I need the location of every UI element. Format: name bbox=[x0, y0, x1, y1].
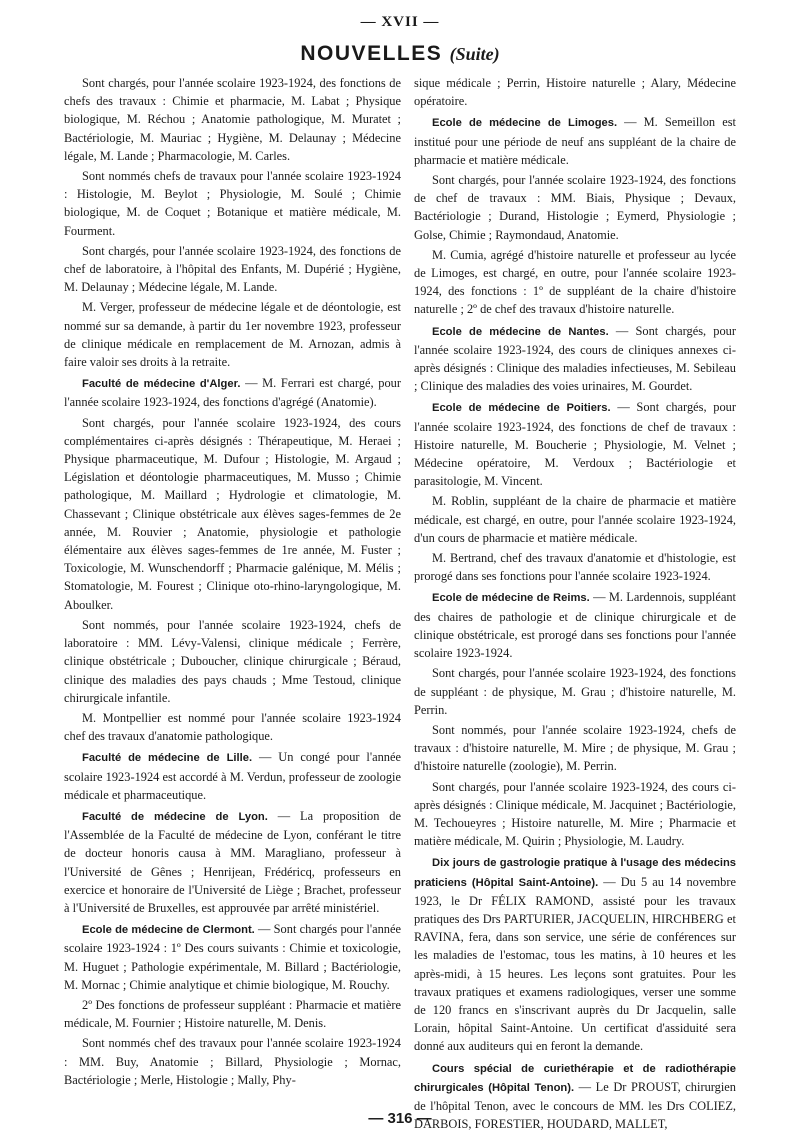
item-heading: Dix jours de gastrologie pratique à l'usage des médecins praticiens (Hôpital Saint-Antoine). bbox=[414, 857, 736, 889]
item-text: Sont nommés chef des travaux pour l'année scolaire 1923-1924 : MM. Buy, Anatomie ; Billard, Physiologie ; Mornac, Bactériologie ; Merle, Histologie ; Mally, Phy- bbox=[64, 1036, 401, 1087]
paragraph bbox=[414, 246, 736, 319]
roman-page-number: — XVII — bbox=[360, 14, 440, 30]
item-text: — M. Semeillon est institué pour une période de neuf ans suppléant de la chaire de pharmacie et matière médicale. bbox=[414, 115, 736, 167]
page-number: — 316 — bbox=[368, 1110, 432, 1127]
section-title bbox=[0, 42, 800, 66]
paragraph bbox=[64, 616, 401, 707]
item-text: M. Verger, professeur de médecine légale et de déontologie, est nommé sur sa demande, à partir du 1er novembre 1923, professeur de clinique médicale en remplacement de M. Arnozan, admis à faire valoir ses droits à la retraite. bbox=[64, 300, 401, 370]
paragraph bbox=[64, 167, 401, 240]
paragraph bbox=[64, 414, 401, 614]
paragraph bbox=[414, 721, 736, 776]
item-text: M. Bertrand, chef des travaux d'anatomie et d'histologie, est prorogé dans ses fonctions pour l'année scolaire 1923-1924. bbox=[414, 551, 736, 584]
item-text: Sont chargés, pour l'année scolaire 1923-1924, des fonctions de chefs des travaux : Chimie et pharmacie, M. Labat ; Physique biologique, M. Réchou ; Anatomie pathologique, M. Muratet ; Bactériologie, M. Mauriac ; Hygiène, M. Delaunay ; Médecine légale, M. Lande ; Pharmacologie, M. Carles. bbox=[64, 76, 401, 163]
news-item bbox=[414, 853, 736, 1055]
paragraph bbox=[414, 74, 736, 110]
item-text: — Sont chargés, pour l'année scolaire 1923-1924, des cours de cliniques annexes ci-après désignés : Clinique des maladies infectieuses, M. Sebileau ; Clinique des maladies des voies urinaires, M. Gourdet. bbox=[414, 323, 736, 394]
paragraph bbox=[64, 74, 401, 165]
item-text: sique médicale ; Perrin, Histoire naturelle ; Alary, Médecine opératoire. bbox=[414, 76, 736, 109]
item-text: M. Cumia, agrégé d'histoire naturelle et professeur au lycée de Limoges, est chargé, en outre, pour l'année scolaire 1923-1924, des fonctions : 1º de suppléant de la chaire d'histoire naturelle ; 2º de chef des travaux d'histoire naturelle. bbox=[414, 247, 736, 317]
item-text: Sont nommés, pour l'année scolaire 1923-1924, chefs de laboratoire : MM. Lévy-Valensi, clinique médicale ; Ferrère, clinique obstétricale ; Duboucher, clinique chirurgicale ; Béraud, clinique des maladies des pays chauds ; Mme Testoud, clinique chirurgicale infantile. bbox=[64, 617, 401, 705]
item-text: Sont chargés, pour l'année scolaire 1923-1924, des fonctions de suppléant : de physique, M. Grau ; d'histoire naturelle, M. Perrin. bbox=[414, 666, 736, 717]
news-item bbox=[414, 113, 736, 169]
item-text: Sont chargés, pour l'année scolaire 1923-1924, des cours complémentaires ci-après désignés : Thérapeutique, M. Heraei ; Physique pharmaceutique, M. Dufour ; Histologie, M. Argaud ; Législation et déontologie pharmaceutiques, M. Musso ; Chimie pathologique, M. Maillard ; Hydrologie et climatologie, M. Chassevant ; Clinique obstétricale aux élèves sages-femmes de 2e année, M. Rouvier ; Anatomie, physiologie et pathologie élémentaire aux élèves sages-femmes de 1re année, M. Fuster ; Toxicologie, M. Wunschendorff ; Pharmacie galénique, M. Mélis ; Stomatologie, M. Fourest ; Clinique oto-rhino-laryngologique, M. Aboulker. bbox=[64, 415, 401, 612]
paragraph bbox=[64, 242, 401, 297]
item-text: M. Montpellier est nommé pour l'année scolaire 1923-1924 chef des travaux d'anatomie pathologique. bbox=[64, 710, 401, 744]
paragraph bbox=[414, 549, 736, 585]
item-text: Sont chargés, pour l'année scolaire 1923-1924, des fonctions de chef de travaux : MM. Biais, Physique ; Devaux, Bactériologie ; Durand, Histologie ; Eymerd, Physiologie ; Golse, Chimie ; Raymondaud, Anatomie. bbox=[414, 173, 736, 242]
item-heading: Ecole de médecine de Poitiers. bbox=[432, 402, 611, 415]
paragraph bbox=[64, 1034, 401, 1089]
item-text: — Un congé pour l'année scolaire 1923-1924 est accordé à M. Verdun, professeur de zoologie médicale et pharmaceutique. bbox=[64, 750, 402, 802]
news-item bbox=[64, 807, 401, 917]
item-text: 2º Des fonctions de professeur suppléant : Pharmacie et matière médicale, M. Fournier ; Histoire naturelle, M. Denis. bbox=[64, 997, 401, 1031]
news-item bbox=[64, 920, 401, 994]
item-text: — Le Dr PROUST, chirurgien de l'hôpital Tenon, avec le concours de MM. les Drs COLIEZ, DARBOIS, FORESTIER, HOUDARD, MALLET, bbox=[414, 1079, 737, 1132]
left-column bbox=[64, 74, 401, 1114]
item-text: — Sont chargés, pour l'année scolaire 1923-1924, des fonctions de chef de travaux : Histoire naturelle, M. Boucherie ; Physiologie, M. Velnet ; Médecine opératoire, M. Verdoux ; Bactériologie et parasitologie, M. Vincent. bbox=[414, 400, 736, 489]
item-heading: Ecole de médecine de Limoges. bbox=[432, 117, 618, 130]
item-text: M. Roblin, suppléant de la chaire de pharmacie et matière médicale, est chargé, en outre, pour l'année scolaire 1923-1924, d'un cours de pharmacie et matière médicale. bbox=[414, 494, 736, 545]
paragraph bbox=[64, 709, 401, 745]
news-item bbox=[414, 398, 736, 490]
news-item bbox=[64, 374, 401, 411]
paragraph bbox=[64, 298, 401, 371]
item-heading: Ecole de médecine de Clermont. bbox=[82, 924, 255, 937]
item-heading: Cours spécial de curiethérapie et de radiothérapie chirurgicales (Hôpital Tenon). bbox=[414, 1062, 736, 1094]
item-text: Sont nommés, pour l'année scolaire 1923-1924, chefs de travaux : d'histoire naturelle, M. Mire ; de physique, M. Grau ; d'histoire naturelle (zoologie), M. Perrin. bbox=[414, 722, 736, 774]
title-suffix: (Suite) bbox=[449, 44, 500, 64]
paragraph bbox=[414, 778, 736, 851]
item-text: — Du 5 au 14 novembre 1923, le Dr FÉLIX RAMOND, assisté pour les travaux pratiques des Drs PARTURIER, JACQUELIN, HIRCHBERG et RAVINA, fera, dans son service, une série de conférences sur les maladies de l'estomac, tous les matins, à 10 heures et les après-midi, à 15 heures. Les leçons sont gratuites. Pour les travaux pratiques et examens radiologiques, verser une somme de 120 francs en s'inscrivant auprès du Dr Jacquelin, salle Lorain, hôpital Saint-Antoine. Un certificat d'assiduité sera donné aux auditeurs qui en feront la demande. bbox=[414, 874, 736, 1054]
paragraph bbox=[64, 996, 401, 1032]
paragraph bbox=[414, 492, 736, 547]
item-heading: Ecole de médecine de Reims. bbox=[432, 592, 590, 605]
news-item bbox=[414, 322, 736, 396]
news-item bbox=[414, 588, 736, 662]
item-text: Sont chargés, pour l'année scolaire 1923-1924, des fonctions de chef de laboratoire, à l'hôpital des Enfants, M. Dupérié ; Hygiène, M. Delaunay ; Médecine légale, M. Lande. bbox=[64, 243, 401, 295]
title-main: NOUVELLES bbox=[300, 42, 443, 65]
item-text: — M. Lardennois, suppléant des chaires de pathologie et de clinique chirurgicale et de clinique obstétricale, est prorogé dans ses fonctions pour l'année scolaire 1923-1924. bbox=[414, 590, 736, 661]
item-text: Sont nommés chefs de travaux pour l'année scolaire 1923-1924 : Histologie, M. Beylot ; Physiologie, M. Soulé ; Chimie biologique, M. de Coquet ; Botanique et matière médicale, M. Fourment. bbox=[64, 169, 401, 238]
news-item bbox=[64, 748, 401, 804]
item-heading: Faculté de médecine de Lille. bbox=[82, 752, 253, 765]
paragraph bbox=[414, 171, 736, 244]
item-text: — M. Ferrari est chargé, pour l'année scolaire 1923-1924, des fonctions d'agrégé (Anatomie). bbox=[64, 376, 401, 410]
item-text: — La proposition de l'Assemblée de la Faculté de médecine de Lyon, conférant le titre de docteur honoris causa à MM. Maragliano, professeur à l'Université de Gênes ; Henrijean, Frédéricq, professeurs en exercice et honoraire de l'Université de Liège ; Brachet, professeur à l'Université de Bruxelles, est approuvée par arrêté ministériel. bbox=[64, 808, 401, 915]
paragraph bbox=[414, 664, 736, 719]
item-text: Sont chargés, pour l'année scolaire 1923-1924, des cours ci-après désignés : Clinique médicale, M. Jacquinet ; Bactériologie, M. Techoueyres ; Histoire naturelle, M. Mire ; Pharmacie et matière médicale, M. Quirin ; Physiologie, M. Laudry. bbox=[414, 779, 736, 849]
right-column bbox=[414, 74, 737, 1132]
item-heading: Faculté de médecine de Lyon. bbox=[82, 810, 268, 823]
item-heading: Faculté de médecine d'Alger. bbox=[82, 378, 241, 391]
item-text: — Sont chargés pour l'année scolaire 1923-1924 : 1º Des cours suivants : Chimie et toxicologie, M. Huguet ; Pathologie expérimentale, M. Billard ; Bactériologie, M. Mornac ; Chimie analytique et chimie biologique, M. Rouchy. bbox=[64, 922, 402, 992]
item-heading: Ecole de médecine de Nantes. bbox=[432, 325, 609, 338]
